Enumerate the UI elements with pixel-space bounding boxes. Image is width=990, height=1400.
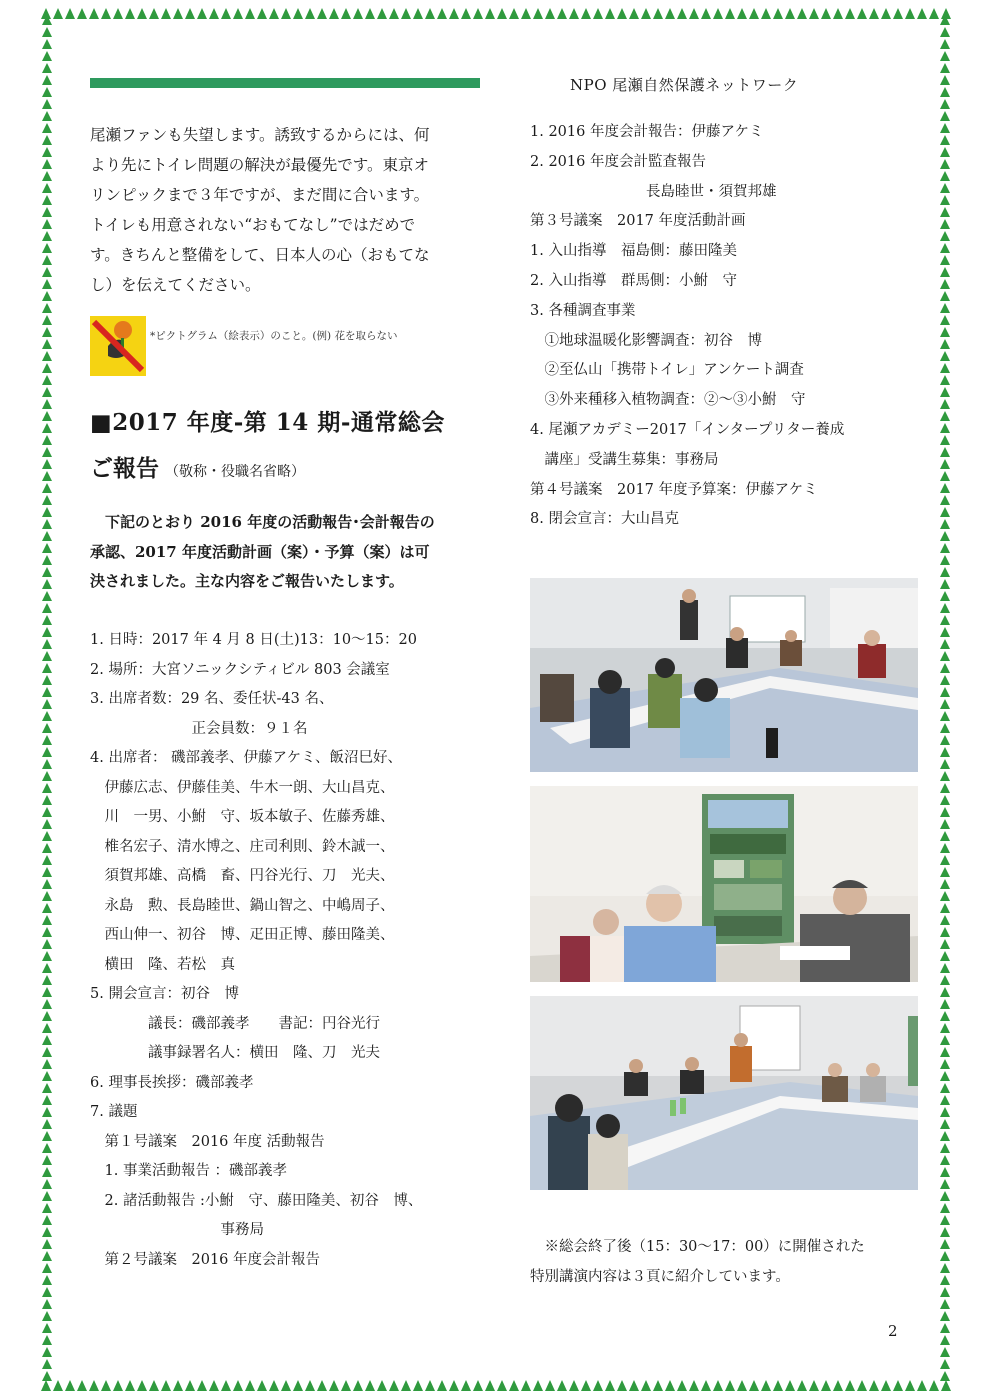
section-title: ■2017 年度-第 14 期-通常総会	[90, 409, 445, 436]
tree-border-right	[938, 14, 952, 1386]
page-number: 2	[888, 1322, 898, 1340]
list-item: 2. 入山指導 群馬側：小鮒 守	[530, 272, 737, 289]
list-item: 議長：磯部義孝 書記：円谷光行	[90, 1015, 380, 1032]
list-item: 第３号議案 2017 年度活動計画	[530, 213, 746, 230]
intro-line: より先にトイレ問題の解決が最優先です。東京オ	[90, 156, 429, 174]
footnote-line: ※総会終了後（15：30〜17：00）に開催された	[530, 1239, 865, 1255]
intro-line: リンピックまで３年ですが、まだ間に合います。	[90, 186, 430, 204]
pictogram-caption: *ピクトグラム（絵表示）のこと。(例) 花を取らない	[150, 330, 398, 342]
list-item: 長島睦世・須賀邦雄	[530, 183, 777, 200]
list-item: 事務局	[90, 1222, 264, 1238]
footnote	[530, 1232, 930, 1292]
list-item: 講座」受講生募集：事務局	[530, 451, 719, 468]
list-item: ③外来種移入植物調査：②〜③小鮒 守	[530, 392, 806, 409]
lead-line: 決されました。主な内容をご報告いたします。	[90, 572, 404, 590]
list-item: 2. 2016 年度会計監査報告	[530, 153, 706, 170]
list-item: 議事録署名人：横田 隆、刀 光夫	[90, 1045, 380, 1061]
pictogram-row	[90, 316, 490, 378]
intro-line: 尾瀬ファンも失望します。誘致するからには、何	[90, 126, 430, 144]
list-item: 4. 出席者： 磯部義孝、伊藤アケミ、飯沼巳好、	[90, 750, 403, 766]
list-item: 横田 隆、若松 真	[90, 956, 235, 973]
lead-paragraph	[90, 508, 490, 597]
no-picking-flowers-icon	[90, 316, 146, 376]
tree-border-top	[40, 6, 952, 20]
tree-border-left-svg	[40, 14, 54, 1386]
list-item: 須賀邦雄、高橋 畜、円谷光行、刀 光夫、	[90, 868, 395, 884]
intro-paragraph	[90, 120, 490, 300]
lead-line: 承認、2017 年度活動計画（案）・予算（案）は可	[90, 542, 430, 561]
list-item: ①地球温暖化影響調査：初谷 博	[530, 332, 762, 349]
list-item: 第４号議案 2017 年度予算案：伊藤アケミ	[530, 481, 818, 498]
list-item: 永島 勲、長島睦世、鍋山智之、中嶋周子、	[90, 897, 395, 914]
tree-border-bottom-svg	[40, 1379, 952, 1392]
list-item: 椎名宏子、清水博之、庄司利則、鈴木誠一、	[90, 838, 395, 855]
list-item: 3. 出席者数：29 名、委任状-43 名、	[90, 691, 334, 707]
list-item: 1. 事業活動報告 ：磯部義孝	[90, 1163, 288, 1179]
lead-line: 下記のとおり 2016 年度の活動報告･会計報告の	[90, 513, 435, 531]
list-item: ②至仏山「携帯トイレ」アンケート調査	[530, 362, 804, 379]
list-item: 4. 尾瀬アカデミー2017「インタープリター養成	[530, 421, 845, 438]
meeting-photo-3	[530, 996, 918, 1190]
list-item: 伊藤広志、伊藤佳美、牛木一朗、大山昌克、	[90, 779, 395, 796]
tree-border-left	[40, 14, 54, 1386]
org-header: NPO 尾瀬自然保護ネットワーク	[570, 76, 799, 94]
list-item: 第２号議案 2016 年度会計報告	[90, 1251, 321, 1268]
list-item: 川 一男、小鮒 守、坂本敏子、佐藤秀雄、	[90, 809, 395, 825]
section-subtitle	[90, 450, 305, 483]
header-green-bar	[90, 78, 480, 88]
footnote-line: 特別講演内容は３頁に紹介しています。	[530, 1269, 790, 1285]
list-item: 3. 各種調査事業	[530, 302, 636, 319]
intro-line: す。きちんと整備をして、日本人の心（おもてな	[90, 246, 430, 264]
tree-border-bottom	[40, 1378, 952, 1392]
intro-line: トイレも用意されない“おもてなし”ではだめで	[90, 216, 416, 234]
list-item: 2. 場所：大宮ソニックシティビル 803 会議室	[90, 661, 390, 678]
list-item: 8. 閉会宣言：大山昌克	[530, 511, 679, 528]
list-item: 西山伸一、初谷 博、疋田正博、藤田隆美、	[90, 927, 395, 943]
tree-border-top-svg	[40, 7, 952, 20]
list-item: 1. 2016 年度会計報告：伊藤アケミ	[530, 124, 764, 140]
list-item: 正会員数：９１名	[90, 720, 308, 737]
section-subtitle-text: ご報告	[90, 455, 159, 482]
intro-line: し）を伝えてください。	[90, 276, 261, 294]
meeting-items-list	[90, 626, 490, 1275]
meeting-photo-2	[530, 786, 918, 982]
list-item: 5. 開会宣言：初谷 博	[90, 986, 239, 1002]
meeting-photo-1	[530, 578, 918, 772]
section-note: （敬称・役職名省略）	[165, 464, 305, 480]
list-item: 1. 入山指導 福島側：藤田隆美	[530, 243, 737, 260]
tree-border-right-svg	[938, 14, 952, 1386]
agenda-continued-list	[530, 118, 930, 535]
list-item: 1. 日時：2017 年 4 月 8 日(土)13：10〜15：20	[90, 632, 417, 648]
list-item: 2. 諸活動報告 :小鮒 守、藤田隆美、初谷 博、	[90, 1192, 423, 1209]
list-item: 6. 理事長挨拶：磯部義孝	[90, 1074, 254, 1091]
list-item: 第１号議案 2016 年度 活動報告	[90, 1133, 325, 1150]
list-item: 7. 議題	[90, 1104, 138, 1120]
